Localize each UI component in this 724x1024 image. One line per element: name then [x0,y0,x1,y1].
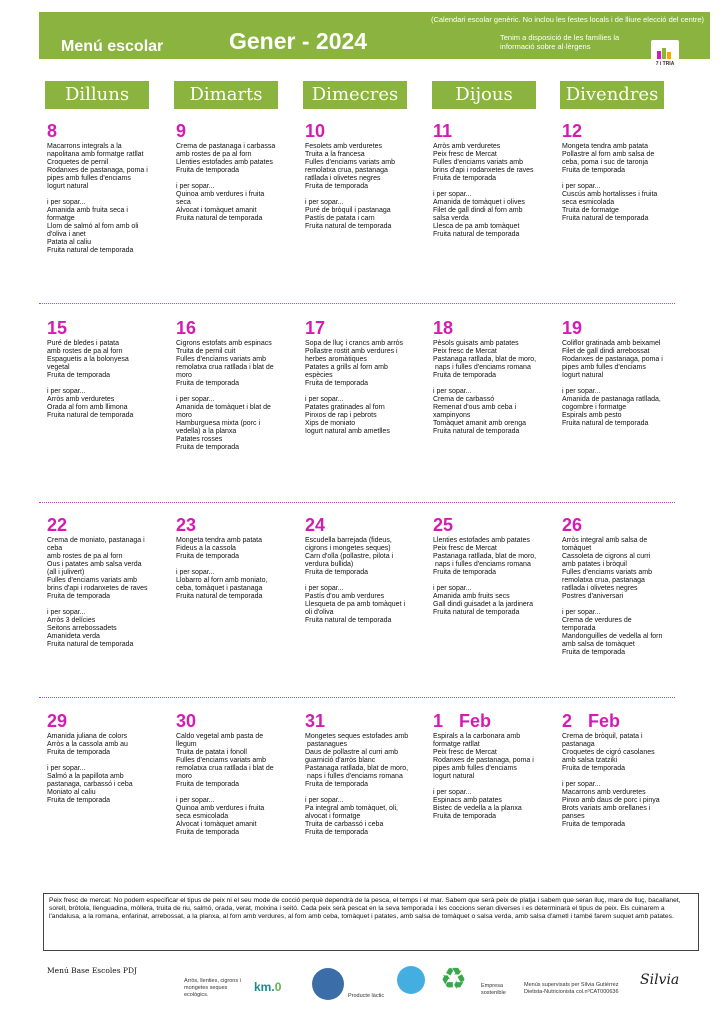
day-number: 29 [47,711,68,731]
menu-line: salsa verda [433,215,469,222]
menu-line: seca [176,199,191,206]
menu-line: remolatxa crua, pastanaga [562,577,645,584]
menu-line: Croquetes de pernil [47,159,109,166]
menu-line: Remenat d'ous amb ceba i [433,404,517,411]
menu-line: i per sopar... [305,797,344,804]
menu-line: vegetal [47,364,70,371]
menu-line: Puré de bledes i patata [47,340,119,347]
menu-line: Mongetes seques estofades amb [305,733,409,740]
day-cell [176,711,294,837]
menu-line: Amanida amb fruits secs [433,593,510,600]
menu-line: Fruita natural de temporada [562,420,649,427]
day-number: 17 [305,318,326,338]
menu-line: Pèsols guisats amb patates [433,340,519,347]
menu-line: verdura bullida) [305,561,354,568]
menu-line: ceba [47,545,63,552]
menu-line: Salmó a la papillota amb [47,773,124,780]
menu-line: d'oliva i anet [47,231,86,238]
menu-line: i per sopar... [305,396,344,403]
menu-line: Pinxos de rap i pebrots [305,412,377,419]
menu-line: brins d'api i rodanxetes de raves [433,167,534,174]
menu-line: Truita de carbassó i ceba [305,821,384,828]
menu-line: Crema de pastanaga i carbassa [176,143,276,150]
menu-line: Bistec de vedella a la planxa [433,805,522,812]
7-i-tria-logo: 7 i TRIA [651,40,679,68]
menu-line: cogombre i formatge [562,404,627,411]
menu-line: Alvocat i tomàquet amanit [176,207,257,214]
menu-line: Mongeta tendra amb patata [562,143,649,150]
menu-line: Postres d'aniversari [562,593,624,600]
menu-line: Espinacs amb patates [433,797,502,804]
menu-line: Rodanxes de pastanaga, poma i [433,757,534,764]
day-header-thursday: Dijous [432,81,536,109]
day-number: 8 [47,121,58,141]
menu-line: ceba, poma i suc de taronja [562,159,648,166]
day-cell [176,515,294,601]
menu-line: Pollastre rostit amb verdures i [305,348,398,355]
menu-line: naps i fulles d'enciams romana [433,364,531,371]
menu-line: Pastís d'ou amb verdures [305,593,385,600]
menu-line: ratllada i olivetes negres [562,585,638,592]
menu-line: Llenties estofades amb patates [176,159,273,166]
menu-line: naps i fulles d'enciams romana [433,561,531,568]
menu-line: Fruita natural de temporada [176,593,263,600]
menu-line: Carn d'olla (pollastre, pilota i [305,553,394,560]
menu-line: Amanida de pastanaga ratllada, [562,396,661,403]
menu-line: Orada al forn amb llimona [47,404,128,411]
menu-line: Patates gratinades al forn [305,404,385,411]
signature: Silvia [640,972,680,988]
menu-line: Filet de gall dindi al forn amb [433,207,523,214]
allergens-note: Tenim a disposició de les famílies la informació sobre al·lèrgens [500,33,620,51]
day-number: 25 [433,515,454,535]
day-cell [47,711,165,805]
menu-line: Pa integral amb tomàquet, oli, [305,805,398,812]
dairy-logo [312,968,344,1000]
day-number: 30 [176,711,197,731]
menu-line: Truita a la francesa [305,151,365,158]
menu-line: pastanaga [562,741,595,748]
menu-line: Iogurt natural [433,773,475,780]
day-cell [433,515,551,617]
menu-line: Moniato al caliu [47,789,96,796]
day-cell [305,121,423,231]
menu-line: Pastanaga ratllada, blat de moro, [433,356,537,363]
menu-line: Hamburguesa mixta (porc i [176,420,261,427]
menu-line: i per sopar... [176,797,215,804]
menu-line: Ous i patates amb salsa verda [47,561,142,568]
day-number: 31 [305,711,326,731]
day-number: 22 [47,515,68,535]
menu-line: Fruita de temporada [305,829,369,836]
day-cell [562,711,680,829]
day-header-monday: Dilluns [45,81,149,109]
day-cell [433,318,551,436]
menu-line: pastanagues [305,741,348,748]
menu-line: Llenties estofades amb patates [433,537,530,544]
menu-line: Xips de moniato [305,420,356,427]
menu-line: i per sopar... [47,199,86,206]
menu-line: Fesolets amb verduretes [305,143,383,150]
menu-line: formatge ratllat [433,741,480,748]
menu-line: Macarrons integrals a la [47,143,122,150]
menu-line: i per sopar... [176,569,215,576]
menu-line: Amanideta verda [47,633,100,640]
menu-line: Amanida de tomàquet i blat de [176,404,271,411]
day-header-wednesday: Dimecres [303,81,407,109]
menu-line: Arròs integral amb salsa de [562,537,648,544]
menu-line: Filet de gall dindi arrebossat [562,348,650,355]
menu-line: moro [176,773,192,780]
menu-line: Arròs 3 delícies [47,617,96,624]
day-header-friday: Divendres [560,81,664,109]
menu-line: Fruita de temporada [176,380,240,387]
menu-line: amb salsa de tomàquet [562,641,635,648]
menu-line: i per sopar... [433,585,472,592]
month-label: Feb [459,711,492,731]
menu-line: i per sopar... [433,191,472,198]
day-number: 1 Feb [433,711,492,731]
menu-line: i per sopar... [47,609,86,616]
menu-line: Quinoa amb verdures i fruita [176,191,265,198]
menu-line: Seitons arrebossadets [47,625,117,632]
menu-line: Iogurt natural [47,183,89,190]
menu-line: i per sopar... [562,609,601,616]
menu-line: Macarrons amb verduretes [562,789,646,796]
menu-line: naps i fulles d'enciams romana [305,773,403,780]
day-number: 23 [176,515,197,535]
menu-line: i per sopar... [562,388,601,395]
day-cell [562,121,680,223]
day-cell [433,121,551,239]
menu-line: Fulles d'enciams variats amb [305,159,396,166]
menu-line: Fruita de temporada [47,372,111,379]
menu-line: Fruita de temporada [305,380,369,387]
day-number: 15 [47,318,68,338]
menu-line: remolatxa crua, pastanaga [305,167,388,174]
menu-line: guarnició d'arròs blanc [305,757,376,764]
menu-line: Fulles d'enciams variats amb [47,577,138,584]
menu-line: Peix fresc de Mercat [433,348,497,355]
day-header-tuesday: Dimarts [174,81,278,109]
menu-line: seca esmicolada [562,199,615,206]
day-number: 9 [176,121,187,141]
menu-line: Truita de formatge [562,207,619,214]
menu-line: Fulles d'enciams variats amb [562,569,653,576]
week-separator [39,303,675,304]
menu-line: napolitana amb formatge ratllat [47,151,144,158]
menu-line: Fruita de temporada [433,175,497,182]
menu-line: Tomàquet amanit amb orenga [433,420,526,427]
menu-line: Fruita de temporada [47,749,111,756]
menu-line: Brots variats amb orellanes i [562,805,651,812]
menu-line: Espaguetis a la bolonyesa [47,356,129,363]
day-cell [305,711,423,837]
menu-line: Fruita de temporada [433,813,497,820]
day-cell [47,515,165,649]
menu-line: oli d'oliva [305,609,334,616]
menu-line: amb patates i bròquil [562,561,627,568]
menu-line: Amanida juliana de colors [47,733,128,740]
menu-line: amb salsa tzatziki [562,757,618,764]
menu-line: Fruita natural de temporada [562,215,649,222]
menu-line: Alvocat i tomàquet amanit [176,821,257,828]
day-cell [562,318,680,428]
menu-line: vedella) a la planxa [176,428,237,435]
day-number: 11 [433,121,453,141]
day-cell [176,318,294,452]
sustainable-label: Empresa sostenible [481,983,506,996]
menu-line: Fruita natural de temporada [47,247,134,254]
day-number: 10 [305,121,326,141]
menu-line: Llesqueta de pa amb tomàquet i [305,601,406,608]
menu-line: ceba, tomàquet i pastanaga [176,585,263,592]
header-banner [39,12,710,67]
menu-line: Amanida amb fruita seca i [47,207,128,214]
menu-line: Crema de moniato, pastanaga i [47,537,145,544]
menu-line: remolatxa crua ratllada i blat de [176,765,274,772]
menu-line: Pastanaga ratllada, blat de moro, [433,553,537,560]
day-number: 24 [305,515,326,535]
menu-line: tomàquet [562,545,592,552]
menu-line: Espirals a la carbonara amb [433,733,521,740]
menu-line: Llom de salmó al forn amb oli [47,223,139,230]
menu-line: Fruita natural de temporada [176,215,263,222]
menu-line: Arròs amb verduretes [433,143,501,150]
menu-line: Patata al caliu [47,239,91,246]
day-number: 18 [433,318,454,338]
menu-line: Rodanxes de pastanaga, poma i [47,167,148,174]
day-cell [433,711,551,821]
menu-line: Fruita de temporada [47,797,111,804]
menu-line: remolatxa crua ratllada i blat de [176,364,274,371]
day-number: 16 [176,318,197,338]
menu-line: Fruita de temporada [562,821,626,828]
month-label: Feb [588,711,621,731]
menu-line: herbes aromàtiques [305,356,367,363]
day-cell [562,515,680,657]
menu-line: Fruita de temporada [562,167,626,174]
menu-line: Fulles d'enciams variats amb [176,356,267,363]
menu-line: Daus de pollastre al curri amb [305,749,398,756]
menu-line: Fruita de temporada [176,167,240,174]
menu-line: Truita de patata i fonoll [176,749,247,756]
day-number: 2 Feb [562,711,621,731]
menu-line: i per sopar... [176,183,215,190]
menu-line: Rodanxes de pastanaga, poma i [562,356,663,363]
menu-line: Peix fresc de Mercat [433,749,497,756]
menu-line: Fruita natural de temporada [47,641,134,648]
menu-line: xampinyons [433,412,471,419]
menu-base-label: Menú Base Escoles PDJ [47,966,137,975]
menu-line: i per sopar... [47,765,86,772]
menu-line: Fruita de temporada [176,553,240,560]
km0-logo: km.0 [254,980,282,994]
menu-line: i per sopar... [562,781,601,788]
menu-line: pastanaga, carbassó i ceba [47,781,133,788]
day-number: 19 [562,318,583,338]
day-cell [47,121,165,255]
menu-line: i per sopar... [305,585,344,592]
menu-line: Patates a grills al forn amb [305,364,388,371]
menu-line: Crema de bròquil, patata i [562,733,643,740]
week-separator [39,697,675,698]
menu-line: Peix fresc de Mercat [433,545,497,552]
menu-line: i per sopar... [305,199,344,206]
day-cell [47,318,165,420]
menu-line: Fruita de temporada [305,569,369,576]
menu-line: Fruita de temporada [176,444,240,451]
menu-line: llegum [176,741,197,748]
fish-footnote: Peix fresc de mercat: No podem especificar el tipus de peix ni el seu mode de cocció perquè dependrà de la pesca, el temps i el mar. Sabem que serà peix de platja i sabem que seran lluç, mare de lluç, bacallanet, sorell, bròtola, llenguadina, mòllera, truita de riu, salmó, orada, verat, moixina i seitó. Cada peix serà pescat en la seva temporada i les coccions seran diverses i es determinarà el tipus de peix. Els cuinarem a l'andalusa, a la romana, enfarinat, arrebossat, a la planxa, al forn amb verdures, al forn amb ceba, tomàquet i patates, amb salsa de tomàquet o salsa verda, amb salsa d'ametl i també farem suquet amb patates. [43,893,699,951]
menu-line: Fruita de temporada [433,372,497,379]
menu-title: Menú escolar [61,38,164,55]
menu-line: Mandonguilles de vedella al forn [562,633,663,640]
menu-line: Croquetes de cigró casolanes [562,749,655,756]
menu-line: i per sopar... [176,396,215,403]
menu-line: Fruita natural de temporada [433,428,520,435]
menu-line: Pollastre al forn amb salsa de [562,151,655,158]
lactic-label: Producte làctic [348,993,385,999]
menu-line: Fruita de temporada [562,649,626,656]
supervisor-note: Menús supervisats per Sílvia Gutiérrez Dietista-Nutricionista col.nºCAT000636 [524,982,619,995]
menu-line: Fruita natural de temporada [47,412,134,419]
menu-line: pipes amb fulles d'enciams [433,765,517,772]
menu-line: i per sopar... [47,388,86,395]
day-number: 12 [562,121,583,141]
menu-line: pipes amb fulles d'enciams [47,175,131,182]
menu-line: Fruita natural de temporada [433,609,520,616]
day-cell [176,121,294,223]
day-cell [305,318,423,436]
day-cell [305,515,423,625]
menu-line: Crema de verdures de [562,617,632,624]
menu-line: Patates rosses [176,436,223,443]
menu-line: Caldo vegetal amb pasta de [176,733,264,740]
menu-line: amb rostes de pa al forn [47,553,123,560]
menu-line: pipes amb fulles d'enciams [562,364,646,371]
calendar-note: (Calendari escolar genèric. No inclou les festes locals i de lliure elecció del centre) [430,15,704,24]
business-logo [397,966,425,994]
menu-line: Pinxo amb daus de porc i pinya [562,797,660,804]
menu-line: Mongeta tendra amb patata [176,537,263,544]
menu-line: Arròs a la cassola amb au [47,741,128,748]
menu-line: Iogurt natural [562,372,604,379]
menu-line: Crema de carbassó [433,396,495,403]
menu-line: Gall dindi guisadet a la jardinera [433,601,534,608]
menu-line: Pastanaga ratllada, blat de moro, [305,765,409,772]
menu-line: alvocat i formatge [305,813,361,820]
menu-line: Fruita de temporada [176,829,240,836]
month-title: Gener - 2024 [229,28,368,54]
menu-line: Truita de pernil cuit [176,348,236,355]
menu-line: Fulles d'enciams variats amb [176,757,267,764]
recycle-icon: ♻ [440,963,467,996]
menu-line: Llesca de pa amb tomàquet [433,223,520,230]
menu-line: Fruita natural de temporada [433,231,520,238]
menu-line: i per sopar... [433,388,472,395]
menu-line: ratllada i olivetes negres [305,175,381,182]
menu-line: seca esmicolada [176,813,229,820]
menu-line: Fruita de temporada [305,183,369,190]
menu-line: Quinoa amb verdures i fruita [176,805,265,812]
day-number: 26 [562,515,583,535]
menu-line: Iogurt natural amb ametlles [305,428,390,435]
menu-line: Fruita de temporada [47,593,111,600]
menu-line: Pastís de patata i carn [305,215,375,222]
menu-line: espècies [305,372,333,379]
menu-line: Fruita de temporada [176,781,240,788]
menu-line: Cigrons estofats amb espinacs [176,340,272,347]
menu-line: Puré de bròquil i pastanaga [305,207,391,214]
menu-line: Coliflor gratinada amb beixamel [562,340,661,347]
menu-line: moro [176,372,192,379]
menu-line: Fulles d'enciams variats amb [433,159,524,166]
ecologic-note: Arròs, llenties, cigrons i mongetes seques ecològics. [184,978,241,998]
menu-line: Fruita de temporada [305,781,369,788]
menu-line: amb rostes de pa al forn [47,348,123,355]
menu-line: panses [562,813,585,820]
menu-line: Peix fresc de Mercat [433,151,497,158]
week-separator [39,502,675,503]
menu-line: Amanida de tomàquet i olives [433,199,525,206]
menu-line: Sopa de lluç i crancs amb arròs [305,340,404,347]
menu-line: Fruita natural de temporada [305,223,392,230]
menu-line: Fruita de temporada [562,765,626,772]
menu-line: Escudella barrejada (fideus, [305,537,392,544]
menu-line: Cassoleta de cigrons al curri [562,553,651,560]
menu-line: i per sopar... [433,789,472,796]
menu-line: Arròs amb verduretes [47,396,115,403]
menu-line: brins d'api i rodanxetes de raves [47,585,148,592]
menu-line: Fruita natural de temporada [305,617,392,624]
menu-line: formatge [47,215,75,222]
menu-line: Fruita de temporada [433,569,497,576]
menu-line: Espirals amb pesto [562,412,622,419]
menu-line: i per sopar... [562,183,601,190]
menu-line: Llobarro al forn amb moniato, [176,577,268,584]
menu-line: temporada [562,625,596,632]
menu-line: cigrons i mongetes seques) [305,545,391,552]
menu-line: (all i julivert) [47,569,85,576]
menu-line: Cuscús amb hortalisses i fruita [562,191,658,198]
menu-line: amb rostes de pa al forn [176,151,252,158]
menu-line: Fideus a la cassola [176,545,236,552]
menu-line: moro [176,412,192,419]
